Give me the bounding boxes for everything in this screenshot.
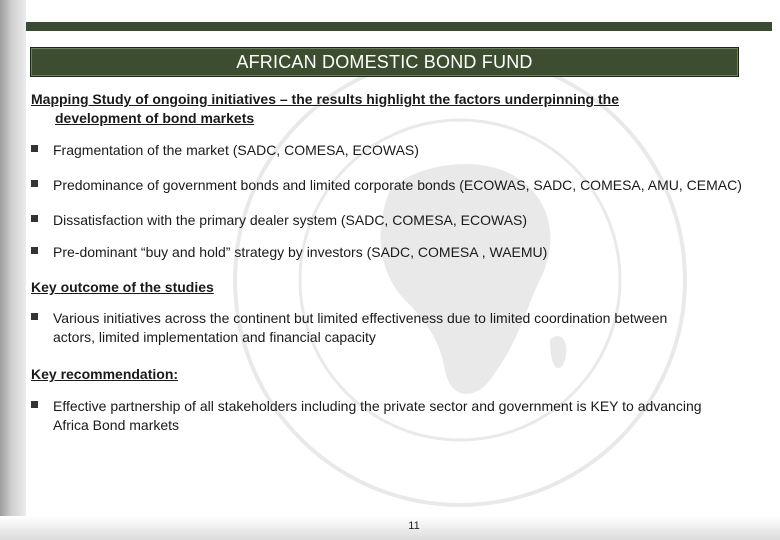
bullet-square-icon [31, 247, 38, 254]
heading-line-2: development of bond markets [55, 110, 255, 126]
bullet-government-bonds [31, 176, 742, 195]
bullet-square-icon [31, 180, 38, 187]
bullet-text: Dissatisfaction with the primary dealer system (SADC, COMESA, ECOWAS) [53, 212, 528, 228]
page-number: 11 [408, 520, 420, 532]
bullet-square-icon [31, 215, 38, 222]
bullet-text: Various initiatives across the continent but limited effectiveness due to limited coordination between actors, limited implementation and financial capacity [53, 310, 668, 345]
mapping-study-heading [31, 90, 736, 128]
bullet-fragmentation [31, 141, 736, 160]
top-rule-bar [26, 22, 772, 31]
bullet-text: Fragmentation of the market (SADC, COMESA, ECOWAS) [53, 142, 419, 158]
slide-title: AFRICAN DOMESTIC BOND FUND [30, 47, 739, 77]
bullet-effective-partnership [31, 397, 736, 435]
left-edge-shading [0, 0, 26, 540]
bullet-text: Effective partnership of all stakeholders including the private sector and government is KEY to advancing Africa Bond markets [53, 398, 702, 433]
bullet-various-initiatives [31, 309, 736, 347]
key-outcome-heading: Key outcome of the studies [31, 279, 214, 295]
bottom-edge-shading [0, 516, 780, 540]
key-recommendation-heading: Key recommendation: [31, 366, 179, 382]
bullet-buy-and-hold [31, 243, 736, 262]
bullet-text: Predominance of government bonds and limited corporate bonds (ECOWAS, SADC, COMESA, AMU, CEMAC) [53, 177, 742, 193]
bullet-square-icon [31, 401, 38, 408]
bullet-square-icon [31, 313, 38, 320]
bullet-text: Pre-dominant “buy and hold” strategy by investors (SADC, COMESA , WAEMU) [53, 244, 548, 260]
heading-line-1: Mapping Study of ongoing initiatives – the results highlight the factors underpinning the [31, 91, 619, 107]
slide-content [31, 90, 742, 435]
bullet-square-icon [31, 145, 38, 152]
bullet-primary-dealer [31, 211, 736, 230]
